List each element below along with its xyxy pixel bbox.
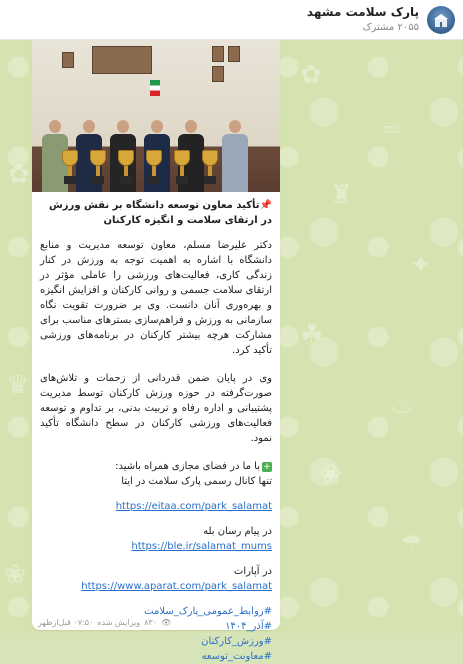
follow-line: +با ما در فضای مجازی همراه باشید: — [115, 461, 271, 472]
wall-portrait — [228, 46, 240, 62]
wall-portrait — [212, 66, 224, 82]
doodle-icon: ♜ — [330, 180, 354, 210]
wall-painting — [92, 46, 152, 74]
post-text — [32, 192, 280, 664]
post-photo[interactable] — [32, 40, 280, 192]
person — [222, 120, 248, 192]
bale-label: در پیام رسان بله — [203, 526, 272, 537]
hashtag-link[interactable]: #آذر_۱۴۰۴ — [225, 621, 272, 632]
flag — [150, 80, 160, 96]
aparat-link[interactable]: https://www.aparat.com/park_salamat — [81, 581, 272, 592]
doodle-icon: ☘ — [300, 320, 324, 350]
doodle-icon: ✦ — [410, 250, 432, 280]
eitaa-link[interactable]: https://eitaa.com/park_salamat — [115, 501, 272, 512]
channel-header[interactable] — [0, 0, 463, 40]
doodle-icon: ♨ — [390, 390, 414, 420]
channel-post[interactable] — [32, 40, 280, 662]
doodle-icon: ☕ — [380, 110, 404, 140]
eye-icon: 👁 — [160, 618, 172, 627]
plus-icon: + — [263, 462, 271, 472]
doodle-icon: ✿ — [8, 160, 30, 190]
edited-label: ویرایش شده — [97, 618, 141, 627]
doodle-icon: ❀ — [320, 460, 342, 490]
trophy-icon — [146, 150, 162, 184]
building-icon — [432, 11, 450, 29]
post-meta — [38, 618, 171, 627]
view-count: ۸۳۰ — [144, 618, 157, 627]
channel-info — [307, 5, 419, 34]
channel-name: پارک سلامت مشهد — [306, 5, 419, 20]
trophy-icon — [118, 150, 134, 184]
post-paragraph: دکتر علیرضا مسلم، معاون توسعه مدیریت و منابع دانشگاه با اشاره به اهمیت توجه به ورزش در کنار زندگی کاری، فعالیت‌های ورزشی را عاملی مؤثر در ارتقای سلامت جسمی و روانی کارکنان و افزایش انگیزه و بهره‌وری آنان دانست. وی بر ضرورت تقویت نگاه سازمانی به ورزش و فراهم‌سازی بسترهای مناسب برای مشارکت هرچه بیشتر کارکنان در برنامه‌های ورزشی تأکید کرد. — [40, 240, 272, 356]
trophy-icon — [202, 150, 218, 184]
wall-portrait — [212, 46, 224, 62]
doodle-icon: ☂ — [400, 530, 424, 560]
channel-avatar[interactable] — [427, 6, 455, 34]
aparat-label: در آپارات — [233, 566, 272, 577]
doodle-icon: ❀ — [4, 560, 26, 590]
doodle-icon: ♛ — [6, 370, 30, 400]
trophy-icon — [90, 150, 106, 184]
post-time: ۰۷:۵۰ قبل‌ازظهر — [38, 618, 94, 627]
doodle-icon: ✿ — [300, 60, 322, 90]
post-paragraph: وی در پایان ضمن قدردانی از زحمات و تلاش‌های صورت‌گرفته در حوزه ورزش کارکنان توسط مدیریت پشتیبانی و اداره رفاه و تربیت بدنی، بر تداوم و توسعه فعالیت‌های ورزشی کارکنان در سطح دانشگاه تأکید نمود. — [40, 373, 272, 444]
hashtag-link[interactable]: #معاونت_توسعه — [201, 651, 272, 662]
wall-portrait — [62, 52, 74, 68]
follow-line: تنها کانال رسمی پارک سلامت در ایتا — [121, 476, 272, 487]
hashtag-link[interactable]: #روابط_عمومی_پارک_سلامت — [144, 606, 272, 617]
trophy-icon — [174, 150, 190, 184]
trophy-icon — [62, 150, 78, 184]
hashtag-link[interactable]: #ورزش_کارکنان — [201, 636, 272, 647]
bale-link[interactable]: https://ble.ir/salamat_mums — [131, 541, 272, 552]
subscriber-count: ۲۰۵۵ مشترک — [362, 21, 419, 33]
post-title: 📌تأکید معاون توسعه دانشگاه بر نقش ورزش در ارتقای سلامت و انگیزه کارکنان — [49, 200, 272, 226]
